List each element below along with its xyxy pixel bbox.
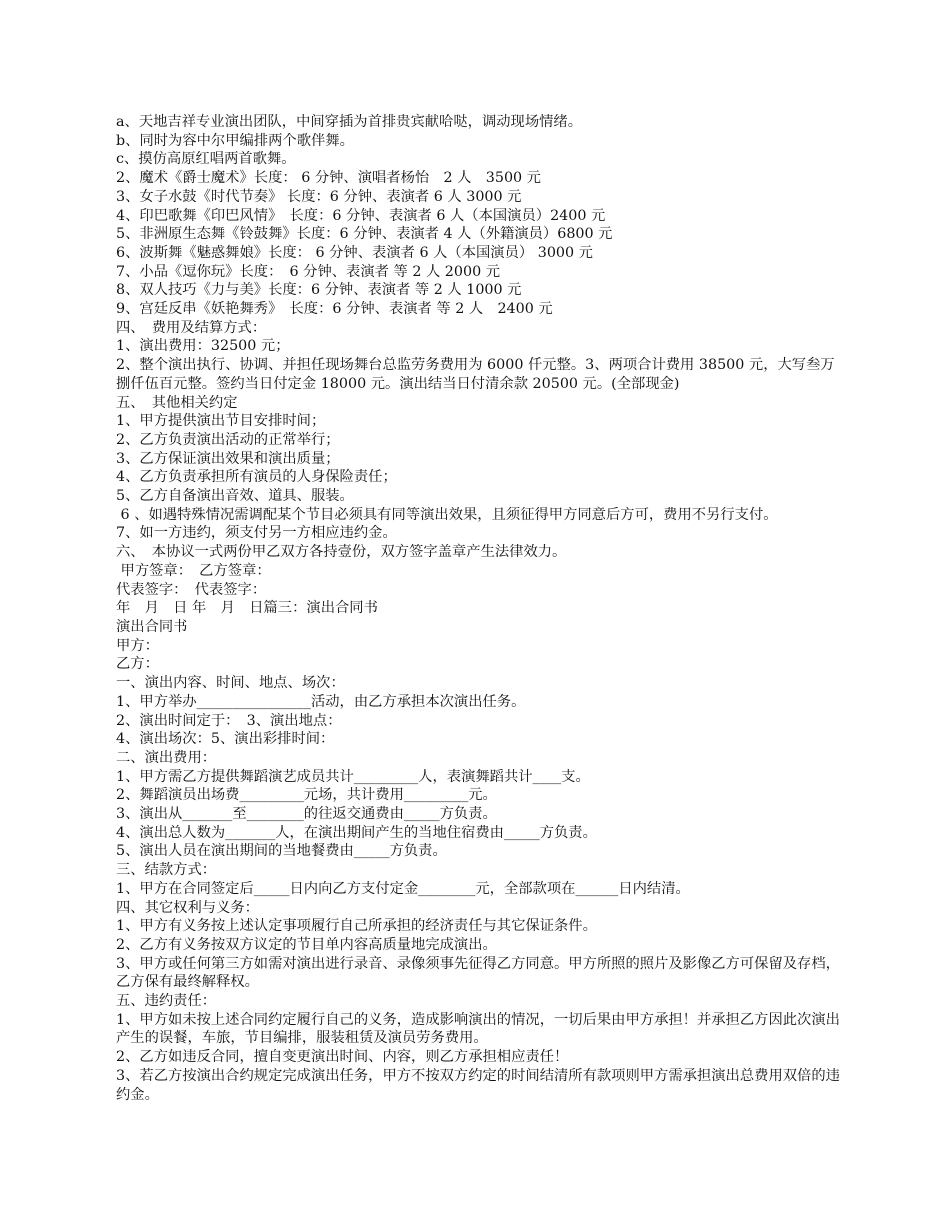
section-heading: 二、演出费用： xyxy=(116,749,217,766)
text-line: 1、演出费用：32500 元； xyxy=(116,338,290,355)
text-paragraph: 1、甲方如未按上述合同约定履行自己的义务，造成影响演出的情况，一切后果由甲方承担！并承担乙方因此次演出产生的误餐，车旅，节目编排，服装租赁及演员劳务费用。 xyxy=(116,1011,840,1047)
text-line: 2、演出时间定于： 3、演出地点： xyxy=(116,712,342,729)
text-line: 3、演出从_______至________的往返交通费由_____方负责。 xyxy=(116,806,497,823)
text-paragraph: 2、整个演出执行、协调、并担任现场舞台总监劳务费用为 6000 仟元整。3、两项合计费用 38500 元，大写叁万捌仟伍百元整。签约当日付定金 18000 元。演出结当日付清余款 20500 元。(全部现金) xyxy=(116,357,835,392)
text-line: 1、甲方举办________________活动，由乙方承担本次演出任务。 xyxy=(116,693,526,710)
text-line: 3、乙方保证演出效果和演出质量； xyxy=(116,450,340,467)
text-line: 5、乙方自备演出音效、道具、服装。 xyxy=(116,488,354,505)
text-line: 9、宫廷反串《妖艳舞秀》 长度：6 分钟、表演者 等 2 人 2400 元 xyxy=(116,301,553,318)
date-line: 年 月 日 年 月 日篇三：演出合同书 xyxy=(116,600,378,617)
text-line: 6、波斯舞《魅惑舞娘》长度： 6 分钟、表演者 6 人（本国演员） 3000 元 xyxy=(116,244,593,261)
text-line: 1、甲方在合同签定后_____日内向乙方支付定金________元，全部款项在______日内结清。 xyxy=(116,880,690,897)
text-line: 7、小品《逗你玩》长度： 6 分钟、表演者 等 2 人 2000 元 xyxy=(116,263,501,280)
text-paragraph: 3、若乙方按演出合约规定完成演出任务，甲方不按双方约定的时间结清所有款项则甲方需承担演出总费用双倍的违约金。 xyxy=(116,1067,840,1103)
text-line: 2、乙方如违反合同，擅自变更演出时间、内容，则乙方承担相应责任！ xyxy=(116,1049,569,1066)
text-line: 5、演出人员在演出期间的当地餐费由_____方负责。 xyxy=(116,843,447,860)
text-line: 4、演出场次：5、演出彩排时间： xyxy=(116,731,335,748)
text-line: 2、乙方负责演出活动的正常举行； xyxy=(116,431,340,448)
party-a-line: 甲方： xyxy=(116,637,159,654)
party-b-line: 乙方： xyxy=(116,656,159,673)
text-paragraph: 3、甲方或任何第三方如需对演出进行录音、录像须事先征得乙方同意。甲方所照的照片及影像乙方可保留及存档，乙方保有最终解释权。 xyxy=(116,955,840,991)
text-line: 1、甲方有义务按上述认定事项履行自己所承担的经济责任与其它保证条件。 xyxy=(116,918,597,935)
signature-line: 代表签字： 代表签字： xyxy=(116,581,267,598)
text-line: 2、魔术《爵士魔术》长度： 6 分钟、演唱者杨怡 2 人 3500 元 xyxy=(116,170,541,187)
text-line: 3、女子水鼓《时代节奏》 长度：6 分钟、表演者 6 人 3000 元 xyxy=(116,188,522,205)
text-line: 7、如一方违约，须支付另一方相应违约金。 xyxy=(116,525,397,542)
text-line: 2、乙方有义务按双方议定的节目单内容高质量地完成演出。 xyxy=(116,936,497,953)
text-line: c、摸仿高原红唱两首歌舞。 xyxy=(116,151,296,168)
text-paragraph: 6 、如遇特殊情况需调配某个节目必须具有同等演出效果，且须征得甲方同意后方可，费用不另行支付。 xyxy=(116,506,778,523)
text-line: 4、乙方负责承担所有演员的人身保险责任； xyxy=(116,469,397,486)
section-heading: 四、其它权利与义务： xyxy=(116,899,259,916)
text-line: a、天地吉祥专业演出团队，中间穿插为首排贵宾献哈哒，调动现场情绪。 xyxy=(116,114,583,130)
text-line: 4、演出总人数为_______人，在演出期间产生的当地住宿费由_____方负责。 xyxy=(116,824,597,841)
document-title: 演出合同书 xyxy=(116,618,188,635)
text-line: 1、甲方提供演出节目安排时间； xyxy=(116,413,326,430)
document-body xyxy=(116,113,842,1104)
text-line: 5、非洲原生态舞《铃鼓舞》长度：6 分钟、表演者 4 人（外籍演员）6800 元 xyxy=(116,226,613,243)
section-heading: 四、 费用及结算方式： xyxy=(116,319,267,336)
section-heading: 三、结款方式： xyxy=(116,862,217,879)
section-heading: 五、违约责任： xyxy=(116,993,217,1010)
text-line: 4、印巴歌舞《印巴风情》 长度：6 分钟、表演者 6 人（本国演员）2400 元 xyxy=(116,207,606,224)
text-line: 1、甲方需乙方提供舞蹈演艺成员共计_________人，表演舞蹈共计____支。 xyxy=(116,768,590,785)
signature-line: 甲方签章： 乙方签章： xyxy=(116,562,271,579)
section-heading: 六、 本协议一式两份甲乙双方各持壹份，双方签字盖章产生法律效力。 xyxy=(116,544,567,561)
text-line: 2、舞蹈演员出场费_________元场，共计费用_________元。 xyxy=(116,787,497,804)
text-line: 8、双人技巧《力与美》长度：6 分钟、表演者 等 2 人 1000 元 xyxy=(116,282,522,299)
section-heading: 一、演出内容、时间、地点、场次： xyxy=(116,675,345,692)
section-heading: 五、 其他相关约定 xyxy=(116,394,238,411)
text-line: b、同时为容中尔甲编排两个歌伴舞。 xyxy=(116,132,354,149)
